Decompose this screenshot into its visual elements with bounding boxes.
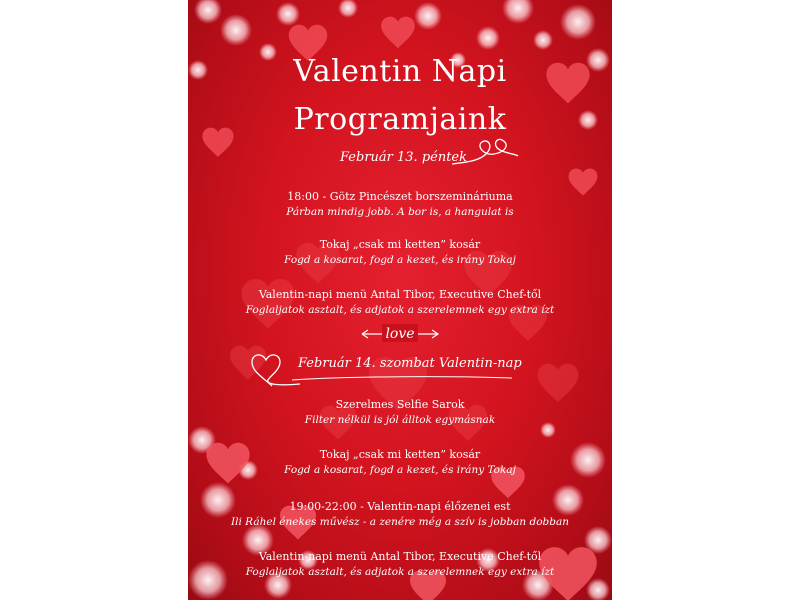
day2-event-4-sub: Foglaljatok asztalt, és adjatok a szerelemnek egy extra ízt	[245, 566, 555, 578]
day2-event-4-title: Valentin-napi menü Antal Tibor, Executive Chef-től	[258, 550, 542, 563]
day1-event-3-sub: Foglaljatok asztalt, és adjatok a szerelemnek egy extra ízt	[245, 304, 555, 316]
love-word: love	[385, 326, 415, 342]
title-line-1: Valentin Napi	[293, 54, 507, 89]
day1-event-1-sub: Párban mindig jobb. A bor is, a hangulat is	[286, 206, 514, 218]
day2-event-3-sub: Ili Ráhel énekes művész - a zenére még a szív is jobban dobban	[230, 516, 570, 528]
day1-event-1-title: 18:00 - Götz Pincészet borszemináriuma	[287, 190, 513, 203]
day1-event-3-title: Valentin-napi menü Antal Tibor, Executive Chef-től	[258, 288, 542, 301]
underline-swirl	[292, 372, 512, 384]
heart-swirl-icon	[242, 350, 302, 390]
day2-event-2-title: Tokaj „csak mi ketten” kosár	[319, 448, 481, 461]
day2-event-1-title: Szerelmes Selfie Sarok	[335, 398, 465, 411]
day1-date: Február 13. péntek	[340, 150, 467, 165]
valentine-poster	[188, 0, 612, 600]
day2-event-1-sub: Filter nélkül is jól álltok egymásnak	[304, 414, 496, 426]
day2-event-2-sub: Fogd a kosarat, fogd a kezet, és irány Tokaj	[284, 464, 516, 476]
love-divider	[360, 320, 440, 348]
day2-date: Február 14. szombat Valentin-nap	[298, 356, 522, 371]
day1-event-2-title: Tokaj „csak mi ketten” kosár	[319, 238, 481, 251]
day2-event-3-title: 19:00-22:00 - Valentin-napi élőzenei est	[289, 500, 511, 513]
day1-event-2-sub: Fogd a kosarat, fogd a kezet, és irány Tokaj	[284, 254, 516, 266]
title-line-2: Programjaink	[293, 102, 507, 137]
heart-swirl-icon	[450, 134, 520, 172]
